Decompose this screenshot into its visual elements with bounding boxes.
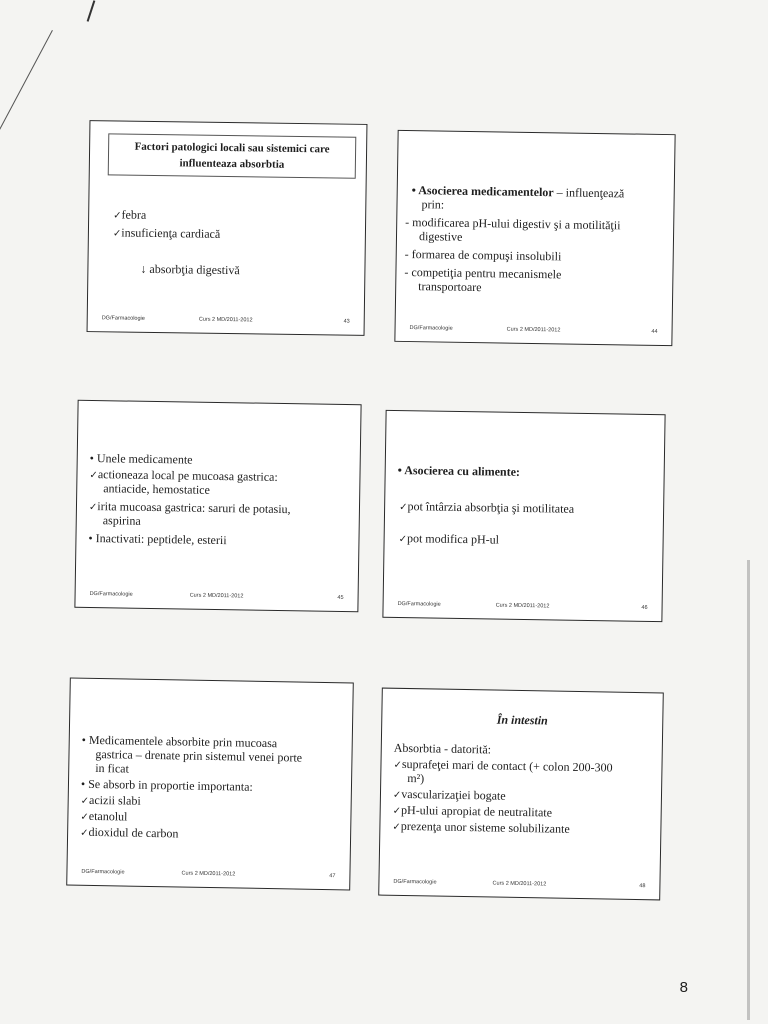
slide-title: În intestin	[496, 712, 548, 728]
slide-footer-author: DG/Farmacologie	[393, 878, 437, 886]
bullet-item: transportoare	[418, 279, 482, 295]
bullet-item: ✓ dioxidul de carbon	[80, 825, 179, 843]
bullet-item: ✓ actioneaza local pe mucoasa gastrica:	[89, 467, 278, 486]
slide-number: 44	[651, 328, 658, 335]
scan-mark	[0, 30, 53, 163]
slide-44	[394, 130, 675, 346]
bullet-item: - competiţia pentru mecanismele	[404, 264, 562, 282]
bullet-item: - formarea de compuşi insolubili	[404, 246, 562, 264]
slide-footer-course: Curs 2 MD/2011-2012	[181, 870, 236, 878]
bullet-item: ✓ vascularizaţiei bogate	[393, 787, 506, 805]
slide-number: 46	[641, 604, 648, 611]
bullet-item: ✓ insuficienţa cardiacă	[113, 225, 221, 242]
slide-footer-author: DG/Farmacologie	[397, 601, 441, 608]
slide-footer-author: DG/Farmacologie	[409, 325, 453, 332]
slide-43	[87, 120, 368, 336]
slide-heading: • Asocierea medicamentelor – influenţează	[412, 183, 625, 200]
bullet-item: ✓ pH-ului apropiat de neutralitate	[393, 803, 553, 822]
slide-number: 47	[329, 873, 336, 880]
bullet-item: digestive	[418, 229, 463, 244]
slide-48	[378, 688, 664, 901]
slide-45	[74, 400, 361, 612]
scan-edge	[747, 560, 750, 1020]
slide-footer-course: Curs 2 MD/2011-2012	[198, 316, 253, 324]
slide-number: 45	[337, 594, 344, 601]
bullet-item: • Unele medicamente	[90, 451, 193, 467]
bullet-item: ✓ acizii slabi	[81, 793, 141, 810]
slide-intro: Absorbtia - datorită:	[393, 740, 492, 757]
bullet-item: • Medicamentele absorbite prin mucoasa	[82, 733, 278, 750]
slide-footer-course: Curs 2 MD/2011-2012	[495, 602, 550, 610]
bullet-item: gastrica – drenate prin sistemul venei porte	[95, 746, 303, 765]
slide-title-line: Factori patologici locali sau sistemici care	[134, 140, 330, 156]
page-number: 8	[679, 979, 688, 996]
slide-footer-author: DG/Farmacologie	[101, 315, 145, 322]
bullet-item: ✓ irita mucoasa gastrica: saruri de potasiu,	[89, 499, 291, 518]
bullet-item: aspirina	[102, 513, 141, 528]
slide-47	[66, 678, 354, 891]
bullet-item: ✓ prezenţa unor sisteme solubilizante	[392, 819, 570, 838]
bullet-item: - modificarea pH-ului digestiv şi a motilităţii	[405, 214, 621, 233]
slide-heading: • Asocierea cu alimente:	[398, 463, 521, 479]
bullet-item: m²)	[407, 771, 425, 786]
bullet-item: • Se absorb in proportie importanta:	[81, 777, 253, 794]
slide-46	[382, 410, 665, 622]
bullet-item: antiacide, hemostatice	[103, 481, 210, 497]
bullet-item: • Inactivati: peptidele, esterii	[88, 531, 226, 547]
slide-title-box	[108, 133, 357, 178]
bullet-item: in ficat	[95, 760, 130, 776]
slide-footer-course: Curs 2 MD/2011-2012	[506, 326, 561, 334]
bullet-item: ✓ suprafeţei mari de contact (+ colon 200-300	[393, 757, 612, 777]
bullet-item: ✓ pot întârzia absorbţia şi motilitatea	[399, 499, 574, 518]
bullet-item: ✓ pot modifica pH-ul	[398, 531, 499, 549]
slide-footer-course: Curs 2 MD/2011-2012	[492, 880, 547, 888]
slide-footer-author: DG/Farmacologie	[89, 590, 133, 598]
slide-number: 48	[639, 883, 646, 890]
effect-text: ↓ absorbţia digestivă	[140, 261, 240, 278]
slide-title-line: influenteaza absorbtia	[179, 157, 285, 171]
slide-number: 43	[343, 318, 350, 325]
slide-footer-author: DG/Farmacologie	[81, 868, 125, 876]
scan-mark	[87, 0, 96, 22]
bullet-item: ✓ febra	[113, 207, 146, 223]
slide-heading-cont: prin:	[421, 197, 445, 212]
slide-footer-course: Curs 2 MD/2011-2012	[189, 592, 244, 600]
bullet-item: ✓ etanolul	[80, 809, 127, 826]
